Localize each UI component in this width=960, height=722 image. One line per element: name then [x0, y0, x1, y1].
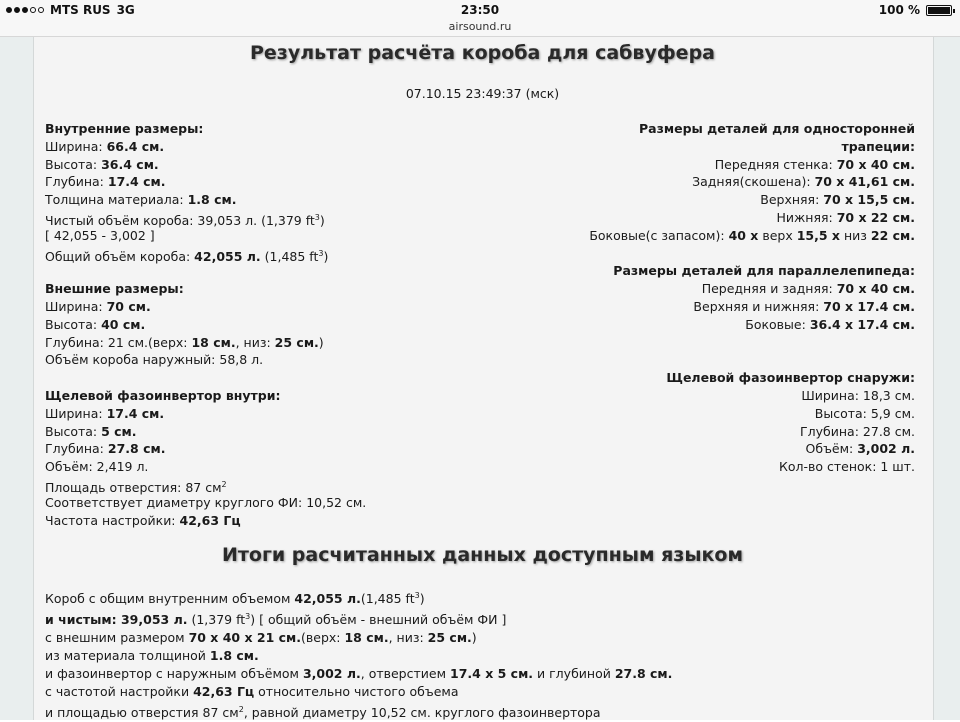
network-type: 3G — [116, 3, 135, 17]
trap-bottom-row: Нижняя: 70 х 22 см. — [776, 209, 915, 225]
port-area-row: Площадь отверстия: 87 $см^2$ — [45, 479, 227, 496]
summary-block — [45, 587, 672, 722]
port-inside-heading: Щелевой фазоинвертор внутри: — [45, 387, 281, 403]
port-inside-depth-row: Глубина: 27.8 см. — [45, 441, 166, 457]
battery-icon — [926, 5, 952, 16]
internal-width-row: Ширина: 66.4 см. — [45, 138, 165, 154]
summary-line-1: Короб с общим внутренним объемом 42,055 л.(1,485 $ft^3$) — [45, 591, 425, 607]
port-outside-heading: Щелевой фазоинвертор снаружи: — [666, 370, 915, 386]
tuning-frequency-row: Частота настройки: 42,63 Гц — [45, 512, 241, 528]
external-height-row: Высота: 40 см. — [45, 316, 146, 332]
port-inside-width-row: Ширина: 17.4 см. — [45, 405, 165, 421]
summary-line-7: и площадью отверстия 87 $см^2$, равной диаметру 10,52 см. круглого фазоинвертора — [45, 705, 601, 721]
page-title: Результат расчёта короба для сабвуфера — [250, 42, 715, 64]
carrier-name: MTS RUS — [50, 3, 111, 17]
trapezoid-heading: Размеры деталей для односторонней — [639, 121, 915, 136]
port-outside-depth-row: Глубина: 27.8 см. — [800, 423, 915, 439]
external-width-row: Ширина: 70 см. — [45, 298, 151, 314]
port-diameter-row: Соответствует диаметру круглого ФИ: 10,52 см. — [45, 494, 367, 510]
port-outside-volume-row: Объём: 3,002 л. — [805, 441, 915, 457]
box-sides-row: Боковые: 36.4 х 17.4 см. — [745, 316, 915, 332]
battery-percent: 100 % — [878, 3, 920, 17]
volume-range-row: [ 42,055 - 3,002 ] — [45, 227, 155, 243]
left-column — [45, 120, 366, 529]
right-column — [589, 120, 915, 476]
status-time: 23:50 — [460, 3, 500, 17]
summary-line-2: и чистым: 39,053 л. (1,379 $ft^3$) [ общий объём - внешний объём ФИ ] — [45, 612, 507, 628]
external-depth-row: Глубина: 21 см.(верх: 18 см., низ: 25 см.) — [45, 334, 324, 350]
net-volume-row: Чистый объём короба: 39,053 л. (1,379 $ft^3$) — [45, 212, 325, 229]
external-volume-row: Объём короба наружный: 58,8 л. — [45, 352, 264, 368]
box-front-back-row: Передняя и задняя: 70 х 40 см. — [701, 281, 915, 297]
trap-sides-row: Боковые(с запасом): 40 х верх 15,5 х низ 22 см. — [589, 227, 915, 243]
port-walls-row: Кол-во стенок: 1 шт. — [778, 459, 915, 475]
port-inside-height-row: Высота: 5 см. — [45, 423, 137, 439]
calculation-datetime: 07.10.15 23:49:37 (мск) — [405, 86, 560, 101]
trap-front-row: Передняя стенка: 70 х 40 см. — [714, 156, 915, 172]
status-right — [879, 3, 952, 17]
trap-back-row: Задняя(скошена): 70 х 41,61 см. — [692, 174, 915, 190]
internal-heading: Внутренние размеры: — [45, 121, 204, 136]
url-bar[interactable]: airsound.ru — [0, 20, 960, 37]
material-thickness-row: Толщина материала: 1.8 см. — [45, 192, 237, 208]
trapezoid-heading-2: трапеции: — [841, 138, 915, 154]
summary-title: Итоги расчитанных данных доступным языком — [221, 544, 743, 566]
port-outside-height-row: Высота: 5,9 см. — [814, 405, 915, 421]
summary-line-4: из материала толщиной 1.8 см. — [45, 648, 259, 664]
box-heading: Размеры деталей для параллелепипеда: — [613, 263, 915, 279]
port-inside-volume-row: Объём: 2,419 л. — [45, 459, 149, 475]
summary-line-5: и фазоинвертор с наружным объёмом 3,002 л., отверстием 17.4 х 5 см. и глубиной 27.8 см. — [45, 666, 673, 682]
internal-height-row: Высота: 36.4 см. — [45, 156, 159, 172]
summary-line-6: с частотой настройки 42,63 Гц относительно чистого объема — [45, 684, 459, 700]
trap-top-row: Верхняя: 70 х 15,5 см. — [760, 192, 915, 208]
external-heading: Внешние размеры: — [45, 281, 184, 297]
gross-volume-row: Общий объём короба: 42,055 л. (1,485 $ft^3$) — [45, 248, 329, 264]
box-top-bottom-row: Верхняя и нижняя: 70 х 17.4 см. — [693, 298, 915, 314]
internal-depth-row: Глубина: 17.4 см. — [45, 174, 166, 190]
port-outside-width-row: Ширина: 18,3 см. — [801, 387, 915, 403]
summary-line-3: с внешним размером 70 х 40 х 21 см.(верх: 18 см., низ: 25 см.) — [45, 630, 477, 646]
status-bar — [0, 0, 960, 20]
